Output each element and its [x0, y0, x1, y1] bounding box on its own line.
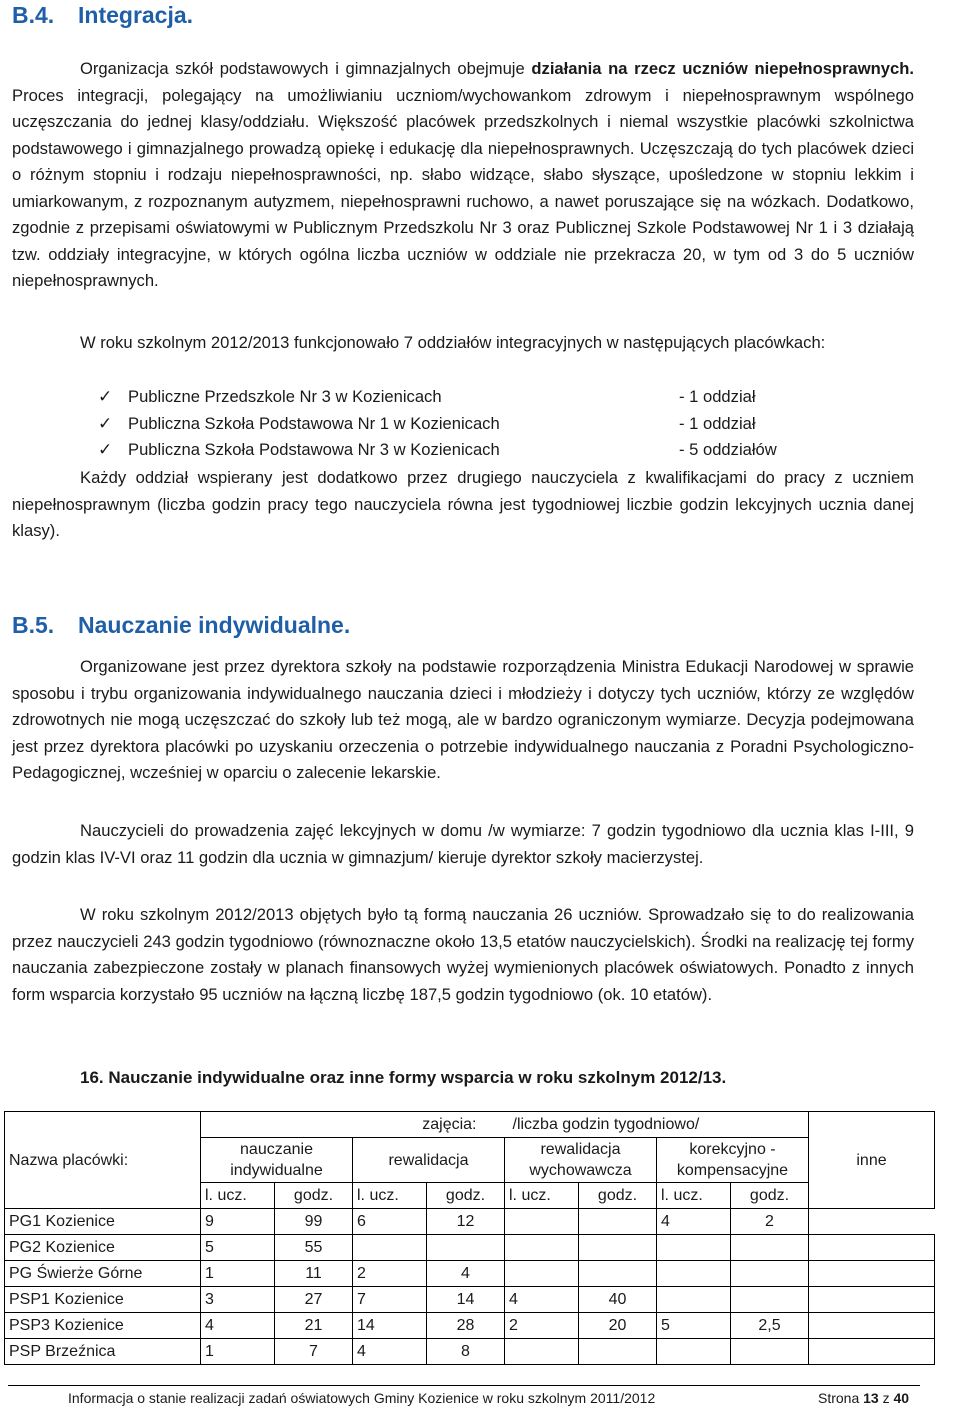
- row-value-cell: 2,5: [731, 1313, 809, 1339]
- row-value-cell: 6: [353, 1209, 427, 1235]
- row-value-cell: [731, 1235, 809, 1261]
- subheader-cell: godz.: [731, 1183, 809, 1209]
- row-value-cell: [657, 1261, 731, 1287]
- row-value-cell: 2: [731, 1209, 809, 1235]
- page-indicator: [818, 1390, 909, 1406]
- row-value-cell: 14: [427, 1287, 505, 1313]
- page-separator: z: [882, 1390, 890, 1406]
- row-value-cell: 11: [275, 1261, 353, 1287]
- row-value-cell: [579, 1235, 657, 1261]
- row-value-cell: [809, 1339, 935, 1365]
- header-group-cell: nauczanie indywidualne: [201, 1138, 353, 1183]
- row-name-cell: PG2 Kozienice: [5, 1235, 201, 1261]
- checklist-item: [98, 437, 777, 464]
- row-value-cell: 21: [275, 1313, 353, 1339]
- row-value-cell: [353, 1235, 427, 1261]
- row-value-cell: [579, 1339, 657, 1365]
- row-value-cell: [427, 1235, 505, 1261]
- row-name-cell: PSP3 Kozienice: [5, 1313, 201, 1339]
- section-number: B.4.: [12, 2, 55, 28]
- header-group-cell: rewalidacja wychowawcza: [505, 1138, 657, 1183]
- table-row: [5, 1235, 935, 1261]
- row-value-cell: 4: [427, 1261, 505, 1287]
- page-number: 13: [863, 1390, 879, 1406]
- row-value-cell: 27: [275, 1287, 353, 1313]
- text-run: W roku szkolnym 2012/2013 objętych było tą formą nauczania 26 uczniów. Sprowadzało się to do realizowania przez nauczycieli 243 godzin tygodniowo (równoznaczne około 13,5 etatów nauczycielskich). Środki na realizację tej formy nauczania zabezpieczone zostały w planach finansowych wyżej wymienionych placówek oświatowych. Ponadto z innych form wsparcia korzystało 95 uczniów na łączną liczbę 187,5 godzin tygodniowo (ok. 10 etatów).: [12, 905, 914, 1004]
- row-value-cell: [731, 1339, 809, 1365]
- row-value-cell: [809, 1313, 935, 1339]
- text-run: Organizacja szkół podstawowych i gimnazjalnych obejmuje: [80, 59, 532, 78]
- row-value-cell: 7: [275, 1339, 353, 1365]
- table-body: [5, 1209, 935, 1365]
- row-value-cell: [657, 1235, 731, 1261]
- subheader-cell: godz.: [579, 1183, 657, 1209]
- row-value-cell: 2: [505, 1313, 579, 1339]
- b5-paragraph-3: [12, 902, 914, 1008]
- table-row: [5, 1261, 935, 1287]
- b5-paragraph-2: [12, 818, 914, 871]
- row-value-cell: 28: [427, 1313, 505, 1339]
- row-value-cell: 4: [657, 1209, 731, 1235]
- row-value-cell: 7: [353, 1287, 427, 1313]
- header-cell-name: Nazwa placówki:: [5, 1112, 201, 1209]
- checklist-count: - 1 oddział: [679, 413, 756, 433]
- row-value-cell: [731, 1287, 809, 1313]
- checkmark-icon: ✓: [98, 440, 113, 459]
- header-cell-inne: inne: [809, 1112, 935, 1209]
- row-value-cell: 40: [579, 1287, 657, 1313]
- checklist-school: Publiczna Szkoła Podstawowa Nr 3 w Kozienicach: [128, 440, 500, 459]
- row-value-cell: [505, 1209, 579, 1235]
- b5-paragraph-1: [12, 654, 914, 787]
- table-row: [5, 1287, 935, 1313]
- row-value-cell: 1: [201, 1261, 275, 1287]
- row-value-cell: 2: [353, 1261, 427, 1287]
- header-group-left: zajęcia:: [201, 1112, 505, 1138]
- text-run: Nauczycieli do prowadzenia zajęć lekcyjnych w domu /w wymiarze: 7 godzin tygodniowo dla ucznia klas I-III, 9 godzin klas IV-VI oraz 11 godzin dla ucznia w gimnazjum/ kieruje dyrektor szkoły macierzystej.: [12, 821, 914, 867]
- footer-divider: [8, 1385, 920, 1386]
- integration-checklist: [98, 384, 777, 464]
- row-value-cell: 4: [353, 1339, 427, 1365]
- row-value-cell: [731, 1261, 809, 1287]
- header-group-right: /liczba godzin tygodniowo/: [505, 1112, 809, 1138]
- row-value-cell: [579, 1209, 657, 1235]
- row-value-cell: 12: [427, 1209, 505, 1235]
- subheader-cell: l. ucz.: [353, 1183, 427, 1209]
- row-name-cell: PG Świerże Górne: [5, 1261, 201, 1287]
- header-group-cell: rewalidacja: [353, 1138, 505, 1183]
- checkmark-icon: ✓: [98, 387, 113, 406]
- section-number: B.5.: [12, 612, 55, 638]
- subheader-cell: l. ucz.: [201, 1183, 275, 1209]
- subheader-cell: godz.: [427, 1183, 505, 1209]
- page-total: 40: [893, 1390, 910, 1406]
- table-title: 16. Nauczanie indywidualne oraz inne formy wsparcia w roku szkolnym 2012/13.: [80, 1068, 727, 1087]
- row-value-cell: [809, 1287, 935, 1313]
- checklist-item: [98, 384, 777, 411]
- row-value-cell: 5: [657, 1313, 731, 1339]
- checkmark-icon: ✓: [98, 413, 113, 433]
- table-row: [5, 1209, 935, 1235]
- footer-text: Informacja o stanie realizacji zadań oświatowych Gminy Kozienice w roku szkolnym 2011/2012: [68, 1390, 656, 1406]
- table-row: [5, 1313, 935, 1339]
- subheader-cell: godz.: [275, 1183, 353, 1209]
- section-title: Nauczanie indywidualne.: [78, 612, 351, 638]
- section-title: Integracja.: [78, 2, 194, 28]
- text-run: Organizowane jest przez dyrektora szkoły na podstawie rozporządzenia Ministra Edukacji Narodowej w sprawie sposobu i trybu organizowania indywidualnego nauczania dzieci i młodzieży i dotyczy tych uczniów, którzy ze względów zdrowotnych nie mogą uczęszczać do szkoły lub też mogą, ale w bardzo ograniczonym wymiarze. Decyzja podejmowana jest przez dyrektora placówki po uzyskaniu orzeczenia o potrzebie indywidualnego nauczania z Poradni Psychologiczno-Pedagogicznej, wcześniej w oparciu o zalecenie lekarskie.: [12, 657, 914, 782]
- row-name-cell: PG1 Kozienice: [5, 1209, 201, 1235]
- row-value-cell: 5: [201, 1235, 275, 1261]
- row-name-cell: PSP1 Kozienice: [5, 1287, 201, 1313]
- row-value-cell: 20: [579, 1313, 657, 1339]
- row-value-cell: [505, 1235, 579, 1261]
- table-row: [5, 1339, 935, 1365]
- b4-paragraph-2: [12, 330, 914, 357]
- row-value-cell: [505, 1261, 579, 1287]
- page-label: Strona: [818, 1390, 860, 1406]
- row-value-cell: 1: [201, 1339, 275, 1365]
- row-value-cell: 99: [275, 1209, 353, 1235]
- text-run: W roku szkolnym 2012/2013 funkcjonowało 7 oddziałów integracyjnych w następujących placówkach:: [80, 333, 826, 352]
- row-name-cell: PSP Brzeźnica: [5, 1339, 201, 1365]
- section-heading-b5: [12, 612, 350, 639]
- bold-text-run: działania na rzecz uczniów niepełnosprawnych.: [531, 59, 915, 78]
- b4-paragraph-3: [12, 465, 914, 545]
- section-heading-b4: [12, 2, 193, 29]
- row-value-cell: 4: [201, 1313, 275, 1339]
- checklist-count: - 1 oddział: [679, 387, 756, 406]
- header-group-cell: korekcyjno - kompensacyjne: [657, 1138, 809, 1183]
- b4-paragraph-1: [12, 56, 914, 295]
- row-value-cell: [657, 1287, 731, 1313]
- row-value-cell: 55: [275, 1235, 353, 1261]
- subheader-cell: l. ucz.: [505, 1183, 579, 1209]
- row-value-cell: 8: [427, 1339, 505, 1365]
- row-value-cell: [579, 1261, 657, 1287]
- row-value-cell: 3: [201, 1287, 275, 1313]
- checklist-count: - 5 oddziałów: [679, 440, 777, 459]
- row-value-cell: [505, 1339, 579, 1365]
- support-table: [4, 1111, 935, 1365]
- row-value-cell: 14: [353, 1313, 427, 1339]
- subheader-cell: l. ucz.: [657, 1183, 731, 1209]
- row-value-cell: [809, 1235, 935, 1261]
- table-header-row: [5, 1112, 935, 1138]
- row-value-cell: 4: [505, 1287, 579, 1313]
- text-run: Proces integracji, polegający na umożliwianiu uczniom/wychowankom zdrowym i niepełnosprawnym wspólnego uczęszczania do jednej klasy/oddziału. Większość placówek przedszkolnych i niemal wszystkie placówki szkolnictwa podstawowego i gimnazjalnego prowadzą opiekę i edukację dla niepełnosprawnych. Uczęszczają do tych placówek dzieci o różnym stopniu i rodzaju niepełnosprawności, np. słabo widzące, słabo słyszące, upośledzone w stopniu lekkim i umiarkowanym, z rozpoznanym autyzmem, niepełnosprawni ruchowo, a nawet poruszające się na wózkach. Dodatkowo, zgodnie z przepisami oświatowymi w Publicznym Przedszkolu Nr 3 oraz Publicznej Szkole Podstawowej Nr 1 i 3 działają tzw. oddziały integracyjne, w których ogólna liczba uczniów w oddziale nie przekracza 20, w tym od 3 do 5 uczniów niepełnosprawnych.: [12, 85, 914, 290]
- text-run: Każdy oddział wspierany jest dodatkowo przez drugiego nauczyciela z kwalifikacjami do pracy z uczniem niepełnosprawnym (liczba godzin pracy tego nauczyciela równa jest tygodniowej liczbie godzin lekcyjnych ucznia danej klasy).: [12, 468, 914, 540]
- checklist-school: Publiczna Szkoła Podstawowa Nr 1 w Kozienicach: [128, 413, 500, 433]
- checklist-school: Publiczne Przedszkole Nr 3 w Kozienicach: [128, 387, 442, 406]
- row-value-cell: [657, 1339, 731, 1365]
- checklist-item: [98, 411, 777, 438]
- row-value-cell: [809, 1261, 935, 1287]
- row-value-cell: 9: [201, 1209, 275, 1235]
